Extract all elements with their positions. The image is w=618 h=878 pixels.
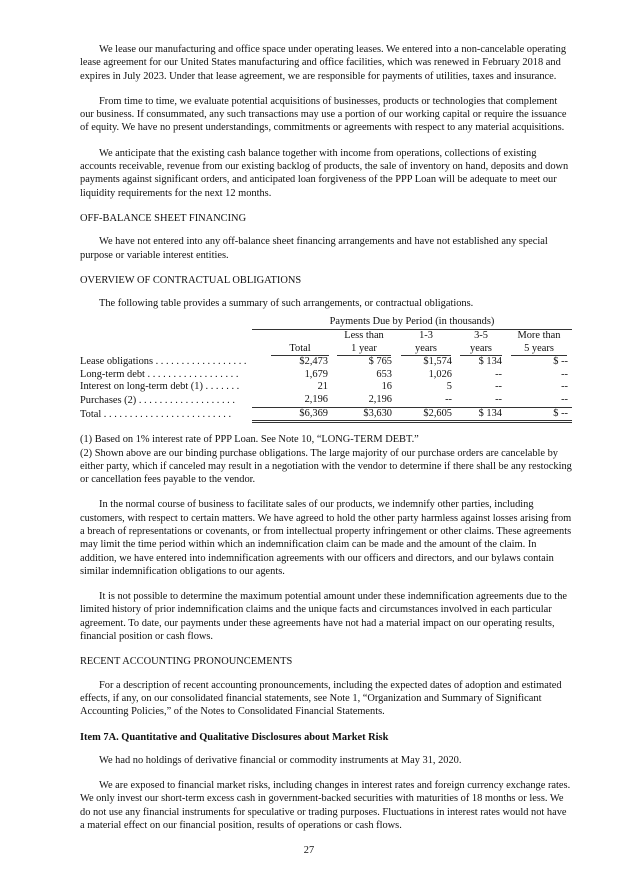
table-row [80,369,572,382]
table-row [80,394,572,407]
cell-value: -- [495,368,502,380]
cell-value: $ -- [506,407,572,422]
cell-value: $6,369 [252,407,332,422]
paragraph-derivatives: We had no holdings of derivative financial or commodity instruments at May 31, 2020. [99,754,462,766]
header-total: Total [252,343,332,357]
paragraph-table-intro: The following table provides a summary of such arrangements, or contractual obligations. [99,298,474,310]
cell-value: $2,473 [299,356,328,368]
paragraph-acquisitions: From time to time, we evaluate potential acquisitions of businesses, products or technologies that complement our business. If consummated, any such transactions may use a portion of our working capital or require the issuance of equity. We have no present understandings, commitments or agreements with respect to any material acquisitions. [80,95,567,134]
header-1-3-line1: 1-3 [419,330,433,342]
cell-value: -- [561,368,568,380]
paragraph-market-risk: We are exposed to financial market risks, including changes in interest rates and foreign currency exchange rates. We only invest our short-term excess cash in government-backed securities with maturities of 18 months or less. We do not use any financial instruments for speculative or trading purposes. Fluctuations in interest rates would not have a material effect on our financial position, results of operations or cash flows. [80,780,571,832]
cell-value: -- [506,394,572,407]
paragraph-indemnification-amount: It is not possible to determine the maximum potential amount under these indemnification agreements due to the limited history of prior indemnification claims and the unique facts and circumstances involved in each particular agreement. To date, our payments under these agreements have not had a material impact on our operating results, financial position or cash flows. [80,591,568,643]
cell-value: 5 [446,381,452,393]
cell-value: 2,196 [332,394,396,407]
footnote-1: (1) Based on 1% interest rate of PPP Loan. See Note 10, “LONG-TERM DEBT.” [80,434,419,446]
footnote-2: (2) Shown above are our binding purchase obligations. The large majority of our purchase orders are cancelable by either party, which if canceled may result in a negotiation with the vendor to determine if there shall be any restocking or cancellation fees payable to the vendor. [80,447,572,486]
cell-value: $ 134 [456,407,506,422]
cell-value: $1,574 [423,356,452,368]
header-lt1: 1 year [332,343,396,357]
header-1-3: years [396,343,456,357]
header-5plus-line1: More than [517,330,561,342]
paragraph-indemnify: In the normal course of business to facilitate sales of our products, we indemnify other parties, including customers, with respect to certain matters. We have agreed to hold the other party harmless against losses arising from a breach of representations or covenants, or from intellectual property infringement or other claims. These agreements may limit the time period within which an indemnification claim can be made and the amount of the claim. In addition, we have entered into indemnification agreements with our officers and directors, and our bylaws contain similar indemnification obligations to our agents. [80,499,572,577]
table-row [80,381,572,394]
cell-value: 2,196 [252,394,332,407]
cell-value: -- [456,394,506,407]
paragraph-liquidity: We anticipate that the existing cash balance together with income from operations, collections of existing accounts receivable, revenue from our existing backlog of products, the sale of inventory on hand, deposits and down payments against significant orders, and anticipated loan forgiveness of the PPP Loan will be adequate to meet our liquidity requirements for the next 12 months. [80,147,569,199]
table-caption: Payments Due by Period (in thousands) [252,316,572,329]
page-number: 27 [303,845,315,857]
paragraph-leases: We lease our manufacturing and office space under operating leases. We entered into a non-cancelable operating lease agreement for our United States manufacturing and office facilities, which was renewed in February 2018 and expires in July 2023. Under that lease agreement, we are responsible for payments of utilities, taxes and insurance. [80,44,567,82]
cell-value: $ 765 [368,356,392,368]
cell-value: -- [396,394,456,407]
header-3-5: years [456,343,506,357]
cell-value: $ -- [553,356,568,368]
table-row [80,407,572,422]
header-5plus: 5 years [506,343,572,357]
cell-value: $3,630 [332,407,396,422]
cell-value: 1,679 [304,368,328,380]
row-label: Total . . . . . . . . . . . . . . . . . . . . . . . . . [80,409,232,421]
cell-value: $2,605 [396,407,456,422]
heading-accounting: RECENT ACCOUNTING PRONOUNCEMENTS [80,656,293,668]
header-3-5-line1: 3-5 [474,330,488,342]
cell-value: 1,026 [428,368,452,380]
cell-value: -- [495,381,502,393]
contractual-obligations-table [80,316,572,423]
row-label: Long-term debt . . . . . . . . . . . . . . . . . . [80,368,239,380]
paragraph-accounting: For a description of recent accounting pronouncements, including the expected dates of adoption and estimated effects, if any, on our consolidated financial statements, see Note 1, “Organization and Summary of Significant Accounting Policies,” of the Notes to Consolidated Financial Statements. [80,679,562,718]
heading-off-balance: OFF-BALANCE SHEET FINANCING [80,212,247,224]
cell-value: 653 [376,368,392,380]
cell-value: $ 134 [478,356,502,368]
heading-item-7a: Item 7A. Quantitative and Qualitative Disclosures about Market Risk [80,731,389,743]
cell-value: 16 [381,381,392,393]
paragraph-off-balance: We have not entered into any off-balance sheet financing arrangements and have not established any special purpose or variable interest entities. [80,236,548,261]
cell-value: 21 [317,381,328,393]
table-row [80,356,572,369]
header-lt1-line1: Less than [344,330,384,342]
heading-contractual: OVERVIEW OF CONTRACTUAL OBLIGATIONS [80,274,302,286]
row-label: Interest on long-term debt (1) . . . . . . . [80,381,240,393]
header-total-line1 [252,330,332,343]
row-label: Purchases (2) . . . . . . . . . . . . . . . . . . . [80,394,235,406]
cell-value: -- [561,381,568,393]
row-label: Lease obligations . . . . . . . . . . . . . . . . . . [80,356,247,368]
